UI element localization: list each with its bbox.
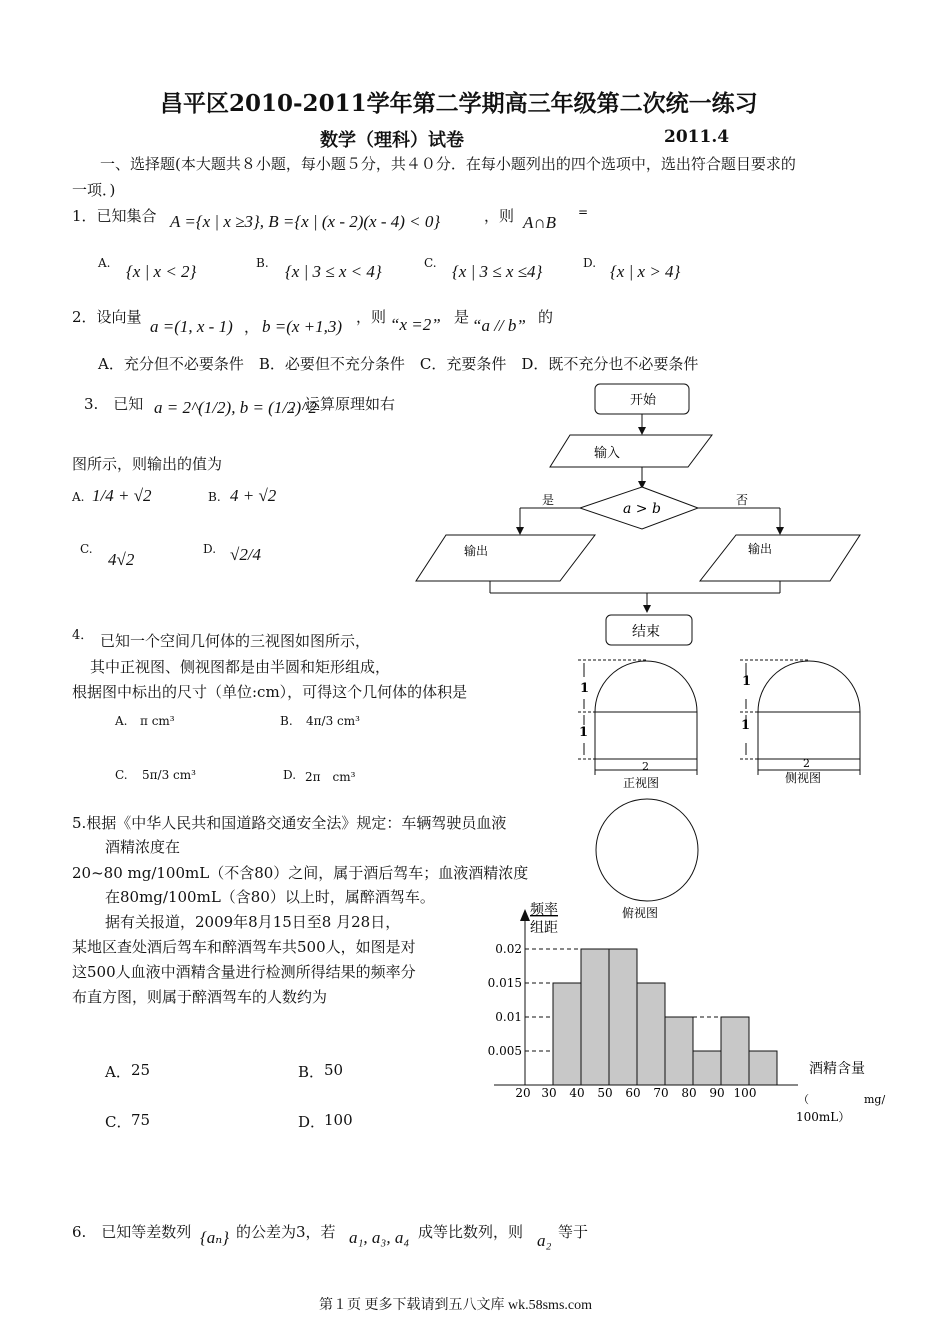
side-dim-2: 1 xyxy=(741,718,751,733)
q2-comma: ， xyxy=(244,318,260,336)
q1-option-a: {x | x < 2} xyxy=(126,262,197,281)
q3-option-d: √2/4 xyxy=(230,545,262,564)
q1-option-d-label: D. xyxy=(583,256,597,270)
q1-expr: A ={x | x ≥3}, B ={x | (x - 2)(x - 4) < 0} xyxy=(170,212,441,231)
q2-then: ，则 xyxy=(356,308,387,326)
q5-option-d-label: D． xyxy=(298,1113,326,1131)
page-title: 昌平区2010-2011学年第二学期高三年级第二次统一练习 xyxy=(160,90,758,117)
flow-output-left xyxy=(416,535,595,581)
q6-seq: {aₙ} xyxy=(200,1228,229,1247)
q2-options: A．充分但不必要条件 B．必要但不充分条件 C．充要条件 D．既不充分也不必要条件 xyxy=(98,355,699,373)
q3-line2: 图所示，则输出的值为 xyxy=(72,455,223,473)
q1-option-c-label: C. xyxy=(424,256,437,270)
q1-option-b: {x | 3 ≤ x < 4} xyxy=(285,262,382,281)
hist-bar xyxy=(637,983,665,1085)
front-view xyxy=(578,660,697,790)
hist-x-tick-label: 90 xyxy=(709,1086,725,1100)
q5-option-c-label: C． xyxy=(105,1113,132,1131)
three-views xyxy=(570,655,870,925)
top-view-label: 俯视图 xyxy=(622,906,659,920)
q6-mid2: 成等比数列，则 xyxy=(418,1223,524,1241)
hist-bar xyxy=(721,1017,749,1085)
hist-bar xyxy=(749,1051,777,1085)
hist-ylabel-top: 频率 xyxy=(530,902,558,918)
q3-option-c: 4√2 xyxy=(108,550,135,569)
flow-input-label: 输入 xyxy=(594,446,621,461)
q1-option-d: {x | x > 4} xyxy=(610,262,681,281)
q1-stem: 1．已知集合 xyxy=(72,207,157,225)
q2-tail: 的 xyxy=(538,308,554,326)
q5-line1: 5.根据《中华人民共和国道路交通安全法》规定：车辆驾驶员血液 xyxy=(72,814,507,832)
q4-option-c: 5π/3 cm³ xyxy=(142,768,196,782)
hist-x-tick-label: 20 xyxy=(515,1086,531,1100)
q2-is: 是 xyxy=(454,308,470,326)
flow-decision-label: a > b xyxy=(623,501,661,517)
hist-y-tick-label: 0.01 xyxy=(495,1010,522,1024)
q4-option-a: π cm³ xyxy=(140,714,175,728)
section-header-cont: 一项．) xyxy=(72,181,116,199)
flow-output-right xyxy=(700,535,860,581)
side-dim-width: 2 xyxy=(803,757,810,770)
q6-mid: 的公差为3，若 xyxy=(236,1223,336,1241)
q3-option-a: 1/4 + √2 xyxy=(92,486,152,505)
page-footer: 第１页 更多下载请到五八文库 wk.58sms.com xyxy=(319,1298,592,1313)
q1-then: ，则 xyxy=(484,207,515,225)
q3-option-b: 4 + √2 xyxy=(230,486,277,505)
q3-stem: 3. 已知 xyxy=(84,395,144,413)
q5-line6: 某地区查处酒后驾车和醉酒驾车共500人，如图是对 xyxy=(72,938,416,956)
hist-x-tick-label: 100 xyxy=(733,1086,757,1100)
q4-option-c-label: C. xyxy=(115,768,128,782)
page-subtitle: 数学（理科）试卷 xyxy=(320,130,464,151)
q4-line2: 其中正视图、侧视图都是由半圆和矩形组成， xyxy=(90,658,391,676)
q6-term: a₂ xyxy=(537,1231,552,1250)
q5-option-a-label: A． xyxy=(105,1063,131,1081)
q4-num: 4． xyxy=(72,628,94,643)
q2-cond2: “a // b” xyxy=(472,316,526,335)
q3-tail: ，运算原理如右 xyxy=(290,395,396,413)
q5-option-c: 75 xyxy=(131,1111,151,1129)
side-view xyxy=(740,660,860,785)
q1-option-c: {x | 3 ≤ x ≤4} xyxy=(452,262,543,281)
hist-bar xyxy=(553,983,581,1085)
side-view-label: 侧视图 xyxy=(785,771,822,785)
flowchart xyxy=(410,375,870,655)
q4-option-d: 2π cm³ xyxy=(305,770,356,784)
hist-x-tick-label: 30 xyxy=(541,1086,557,1100)
hist-x-tick-label: 70 xyxy=(653,1086,669,1100)
q5-line2: 酒精浓度在 xyxy=(105,838,181,856)
q2-stem: 2．设向量 xyxy=(72,308,142,326)
q3-option-b-label: B. xyxy=(208,490,221,504)
q2-vec-b: b =(x +1,3) xyxy=(262,317,343,336)
hist-xunit-2: 100mL） xyxy=(796,1110,851,1124)
q4-option-b-label: B. xyxy=(280,714,293,728)
q3-expr: a = 2^(1/2), b = (1/2)^2 xyxy=(154,398,317,417)
q6-terms: a₁, a₃, a₄ xyxy=(349,1228,410,1247)
q3-option-a-label: A. xyxy=(72,490,85,504)
front-dim-2: 1 xyxy=(579,725,589,740)
hist-ylabel-bottom: 组距 xyxy=(530,920,558,936)
q4-option-a-label: A. xyxy=(115,714,128,728)
exam-date: 2011.4 xyxy=(664,127,730,147)
hist-y-tick-label: 0.02 xyxy=(495,942,522,956)
hist-bar xyxy=(581,949,609,1085)
q4-option-b: 4π/3 cm³ xyxy=(306,714,360,728)
section-header: 一、选择题(本大题共８小题，每小题５分，共４０分．在每小题列出的四个选项中，选出符合题目要求的 xyxy=(100,155,796,173)
front-dim-1: 1 xyxy=(580,681,590,696)
q1-option-b-label: B. xyxy=(256,256,269,270)
q4-line1: 已知一个空间几何体的三视图如图所示， xyxy=(100,632,371,650)
hist-y-tick-label: 0.015 xyxy=(487,976,522,990)
hist-x-tick-label: 40 xyxy=(569,1086,585,1100)
flow-input-box xyxy=(550,435,712,467)
q5-line5: 据有关报道，2009年8月15日至8 月28日， xyxy=(105,913,401,931)
q4-option-d-label: D. xyxy=(283,768,297,782)
flow-no-label: 否 xyxy=(736,493,749,507)
side-dim-1: 1 xyxy=(742,674,752,689)
flow-yes-label: 是 xyxy=(542,493,555,507)
q5-option-a: 25 xyxy=(131,1061,151,1079)
q3-option-d-label: D. xyxy=(203,542,217,556)
q5-line3: 20~80 mg/100mL（不含80）之间，属于酒后驾车；血液酒精浓度 xyxy=(72,864,529,882)
hist-bar xyxy=(609,949,637,1085)
q5-option-d: 100 xyxy=(324,1111,353,1129)
q5-option-b-label: B． xyxy=(298,1063,325,1081)
q5-option-b: 50 xyxy=(324,1061,344,1079)
front-dim-width: 2 xyxy=(642,760,649,773)
hist-x-tick-label: 50 xyxy=(597,1086,613,1100)
hist-x-tick-label: 80 xyxy=(681,1086,697,1100)
q4-line3: 根据图中标出的尺寸（单位:cm），可得这个几何体的体积是 xyxy=(72,683,468,701)
q2-vec-a: a =(1, x - 1) xyxy=(150,317,233,336)
flow-start-label: 开始 xyxy=(630,393,657,408)
q6-stem: 6. 已知等差数列 xyxy=(72,1223,192,1241)
q5-line4: 在80mg/100mL（含80）以上时，属醉酒驾车。 xyxy=(105,888,435,906)
q1-expr2: A∩B xyxy=(523,213,557,232)
q5-line8: 布直方图，则属于醉酒驾车的人数约为 xyxy=(72,988,328,1006)
flow-output-left-label: 输出 xyxy=(464,544,489,558)
q1-option-a-label: A. xyxy=(98,256,111,270)
front-view-label: 正视图 xyxy=(623,776,660,790)
hist-xunit-1: （ mg/ xyxy=(798,1093,886,1106)
q5-line7: 这500人血液中酒精含量进行检测所得结果的频率分 xyxy=(72,963,416,981)
hist-x-tick-label: 60 xyxy=(625,1086,641,1100)
flow-output-right-label: 输出 xyxy=(748,542,773,556)
flow-end-label: 结束 xyxy=(632,624,660,640)
q2-cond: “x =2” xyxy=(390,315,441,334)
hist-xlabel: 酒精含量 xyxy=(809,1061,865,1077)
hist-bar xyxy=(665,1017,693,1085)
q1-eq: = xyxy=(578,205,589,219)
q3-option-c-label: C. xyxy=(80,542,93,556)
histogram-chart xyxy=(480,895,910,1130)
hist-bar xyxy=(693,1051,721,1085)
hist-y-tick-label: 0.005 xyxy=(487,1044,522,1058)
q6-tail: 等于 xyxy=(558,1223,589,1241)
